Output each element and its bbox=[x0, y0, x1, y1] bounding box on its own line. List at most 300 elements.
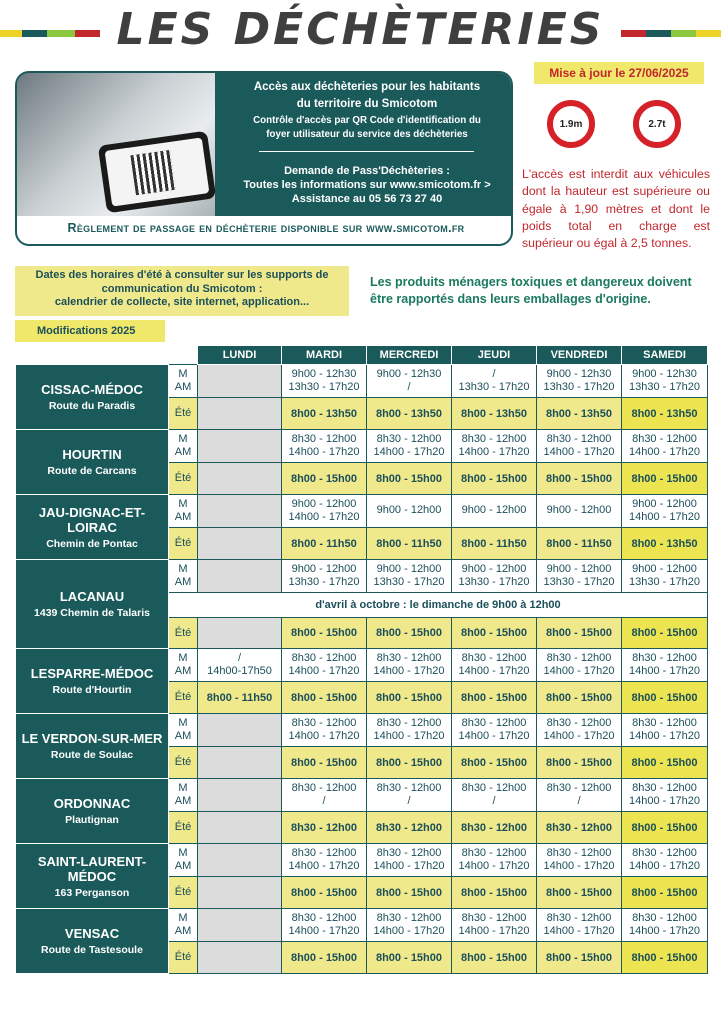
week-hours-cell bbox=[367, 844, 452, 877]
hours-morning: 9h00 - 12h00 bbox=[632, 497, 697, 510]
hours-afternoon: 13h30 - 17h20 bbox=[288, 381, 360, 393]
summer-hours-cell: 8h00 - 15h00 bbox=[622, 618, 708, 649]
hours-afternoon: 14h00 - 17h20 bbox=[373, 446, 445, 458]
site-cell bbox=[16, 779, 169, 844]
hours-afternoon: 14h00 - 17h20 bbox=[288, 446, 360, 458]
hours-morning: 8h30 - 12h00 bbox=[546, 651, 612, 664]
hours-morning: 8h30 - 12h00 bbox=[376, 651, 442, 664]
site-week-row bbox=[16, 844, 708, 877]
week-hours-cell bbox=[367, 560, 452, 593]
phone-screen bbox=[105, 137, 210, 206]
hours-morning: 8h30 - 12h00 bbox=[291, 911, 357, 924]
info-line-7: Assistance au 05 56 73 27 40 bbox=[291, 193, 443, 205]
hours-morning: 8h30 - 12h00 bbox=[632, 781, 697, 794]
period-label-summer: Été bbox=[169, 747, 198, 779]
summer-hours-cell: 8h00 - 15h00 bbox=[452, 942, 537, 974]
week-hours-cell bbox=[198, 779, 282, 812]
period-label-summer: Été bbox=[169, 528, 198, 560]
hours-morning: 9h00 - 12h00 bbox=[291, 497, 357, 510]
week-hours-cell bbox=[452, 844, 537, 877]
site-name: ORDONNAC bbox=[53, 796, 131, 811]
week-hours-cell bbox=[452, 714, 537, 747]
hours-morning: 8h30 - 12h00 bbox=[546, 432, 612, 445]
hours-afternoon: 14h00 - 17h20 bbox=[373, 730, 445, 742]
site-cell bbox=[16, 430, 169, 495]
week-hours-cell bbox=[367, 495, 452, 528]
hours-morning: / bbox=[237, 651, 242, 664]
summer-hours-cell: 8h00 - 15h00 bbox=[282, 942, 367, 974]
weight-limit-sign-icon bbox=[633, 100, 681, 148]
summer-hours-cell: 8h00 - 15h00 bbox=[367, 682, 452, 714]
info-line-4: foyer utilisateur du service des déchèteries bbox=[266, 129, 468, 140]
site-address: Route du Paradis bbox=[48, 400, 136, 412]
hours-afternoon: 13h30 - 17h20 bbox=[373, 576, 445, 588]
hours-morning: 8h30 - 12h00 bbox=[632, 432, 697, 445]
week-hours-cell bbox=[282, 909, 367, 942]
summer-hours-cell: 8h00 - 15h00 bbox=[622, 463, 708, 495]
label-am: AM bbox=[174, 665, 192, 677]
week-hours-cell bbox=[282, 495, 367, 528]
site-address: Plautignan bbox=[65, 814, 119, 826]
schedule-body bbox=[16, 365, 708, 974]
summer-hours-cell bbox=[198, 463, 282, 495]
hours-morning: 8h30 - 12h00 bbox=[376, 781, 442, 794]
weight-limit-value: 2.7t bbox=[648, 118, 666, 130]
week-hours-cell bbox=[622, 779, 708, 812]
summer-hours-cell: 8h00 - 15h00 bbox=[622, 877, 708, 909]
week-hours-cell bbox=[452, 909, 537, 942]
site-address: 163 Perganson bbox=[54, 886, 130, 899]
hours-morning: 8h30 - 12h00 bbox=[546, 716, 612, 729]
summer-note-line-1: Dates des horaires d'été à consulter sur les supports de bbox=[35, 269, 329, 281]
week-hours-cell bbox=[198, 560, 282, 593]
hours-morning: 9h00 - 12h30 bbox=[546, 367, 612, 380]
week-hours-cell bbox=[367, 649, 452, 682]
info-line-1: Accès aux déchèteries pour les habitants bbox=[253, 81, 481, 93]
hours-morning: 8h30 - 12h00 bbox=[291, 846, 357, 859]
hours-afternoon: 14h00 - 17h20 bbox=[288, 511, 360, 523]
summer-hours-cell bbox=[198, 398, 282, 430]
hours-afternoon: 14h00 - 17h20 bbox=[288, 665, 360, 677]
hours-afternoon: 14h00 - 17h20 bbox=[629, 730, 700, 742]
day-header-3: JEUDI bbox=[452, 346, 537, 365]
label-m: M bbox=[178, 717, 188, 729]
hours-morning: 8h30 - 12h00 bbox=[461, 781, 527, 794]
hours-morning: 8h30 - 12h00 bbox=[376, 432, 442, 445]
hours-afternoon: 14h00 - 17h20 bbox=[458, 446, 530, 458]
week-hours-cell bbox=[282, 714, 367, 747]
period-label-summer: Été bbox=[169, 463, 198, 495]
week-hours-cell bbox=[282, 365, 367, 398]
hours-morning: 9h00 - 12h00 bbox=[376, 562, 442, 575]
summer-hours-cell: 8h00 - 15h00 bbox=[282, 618, 367, 649]
period-label-week bbox=[169, 430, 198, 463]
summer-hours-cell: 8h00 - 15h00 bbox=[452, 877, 537, 909]
summer-hours-cell: 8h00 - 15h00 bbox=[367, 618, 452, 649]
summer-hours-cell: 8h30 - 12h00 bbox=[367, 812, 452, 844]
hours-afternoon: 14h00 - 17h20 bbox=[288, 730, 360, 742]
hours-afternoon: 14h00 - 17h20 bbox=[629, 511, 700, 523]
summer-hours-note bbox=[15, 266, 349, 316]
label-am: AM bbox=[174, 860, 192, 872]
hours-afternoon: / bbox=[407, 795, 411, 807]
hours-afternoon: 14h00 - 17h20 bbox=[543, 665, 615, 677]
site-address: Route d'Hourtin bbox=[52, 684, 132, 696]
hours-afternoon: 14h00 - 17h20 bbox=[543, 730, 615, 742]
info-line-6: Toutes les informations sur www.smicotom.fr > bbox=[243, 179, 491, 191]
week-hours-cell bbox=[537, 714, 622, 747]
site-address: 1439 Chemin de Talaris bbox=[34, 607, 150, 619]
week-hours-cell bbox=[622, 909, 708, 942]
hours-morning: 9h00 - 12h00 bbox=[461, 562, 527, 575]
week-hours-cell bbox=[282, 560, 367, 593]
hours-afternoon: 14h00 - 17h20 bbox=[629, 860, 700, 872]
summer-hours-cell: 8h00 - 13h50 bbox=[622, 528, 708, 560]
hours-morning: 9h00 - 12h00 bbox=[461, 504, 527, 517]
summer-hours-cell: 8h30 - 12h00 bbox=[452, 812, 537, 844]
week-hours-cell bbox=[622, 495, 708, 528]
summer-hours-cell: 8h00 - 15h00 bbox=[622, 942, 708, 974]
week-hours-cell bbox=[537, 430, 622, 463]
week-hours-cell bbox=[452, 430, 537, 463]
week-hours-cell bbox=[537, 365, 622, 398]
summer-hours-cell bbox=[198, 812, 282, 844]
toxic-products-note: Les produits ménagers toxiques et dangereux doivent être rapportés dans leurs emballages d'origine. bbox=[370, 275, 692, 306]
day-header-0: LUNDI bbox=[198, 346, 282, 365]
label-m: M bbox=[178, 433, 188, 445]
hours-afternoon: / bbox=[407, 381, 411, 393]
period-label-summer: Été bbox=[169, 618, 198, 649]
summer-note-line-3: calendrier de collecte, site internet, application... bbox=[54, 296, 310, 308]
summer-hours-cell bbox=[198, 618, 282, 649]
site-cell bbox=[16, 649, 169, 714]
summer-hours-cell: 8h30 - 12h00 bbox=[537, 812, 622, 844]
label-am: AM bbox=[174, 381, 192, 393]
site-week-row bbox=[16, 909, 708, 942]
hours-morning: 9h00 - 12h00 bbox=[291, 562, 357, 575]
hours-afternoon: / bbox=[577, 795, 581, 807]
hours-morning: 8h30 - 12h00 bbox=[376, 911, 442, 924]
hours-morning: 8h30 - 12h00 bbox=[291, 716, 357, 729]
week-hours-cell bbox=[367, 779, 452, 812]
hours-afternoon: 14h00 - 17h20 bbox=[458, 730, 530, 742]
week-hours-cell bbox=[537, 560, 622, 593]
qr-code-icon bbox=[130, 150, 175, 195]
hours-afternoon: 14h00 - 17h20 bbox=[543, 925, 615, 937]
week-hours-cell bbox=[198, 909, 282, 942]
period-label-week bbox=[169, 560, 198, 593]
week-hours-cell bbox=[622, 365, 708, 398]
site-name: SAINT-LAURENT-MÉDOC bbox=[37, 853, 147, 884]
hours-afternoon: 13h30 - 17h20 bbox=[629, 576, 700, 588]
hours-morning: 8h30 - 12h00 bbox=[461, 846, 527, 859]
hours-afternoon: 14h00-17h50 bbox=[207, 665, 272, 677]
hours-morning: 8h30 - 12h00 bbox=[632, 911, 697, 924]
label-am: AM bbox=[174, 511, 192, 523]
summer-hours-cell: 8h00 - 15h00 bbox=[452, 618, 537, 649]
site-week-row bbox=[16, 365, 708, 398]
week-hours-cell bbox=[198, 844, 282, 877]
week-hours-cell bbox=[537, 844, 622, 877]
site-name: LACANAU bbox=[59, 589, 125, 604]
summer-hours-cell: 8h00 - 11h50 bbox=[452, 528, 537, 560]
hours-afternoon: 14h00 - 17h20 bbox=[629, 925, 700, 937]
summer-hours-cell: 8h00 - 15h00 bbox=[452, 747, 537, 779]
week-hours-cell bbox=[198, 649, 282, 682]
site-week-row bbox=[16, 714, 708, 747]
phone-icon bbox=[98, 131, 216, 214]
hours-morning: 8h30 - 12h00 bbox=[461, 911, 527, 924]
hours-morning: 8h30 - 12h00 bbox=[291, 781, 357, 794]
hours-afternoon: 14h00 - 17h20 bbox=[288, 925, 360, 937]
hours-afternoon: 14h00 - 17h20 bbox=[373, 860, 445, 872]
hours-morning: 8h30 - 12h00 bbox=[376, 716, 442, 729]
hours-morning: 9h00 - 12h30 bbox=[376, 367, 442, 380]
hours-morning: 9h00 - 12h30 bbox=[291, 367, 357, 380]
week-hours-cell bbox=[367, 714, 452, 747]
label-am: AM bbox=[174, 576, 192, 588]
period-label-week bbox=[169, 844, 198, 877]
modifications-badge: Modifications 2025 bbox=[15, 320, 165, 342]
summer-hours-cell: 8h00 - 11h50 bbox=[537, 528, 622, 560]
week-hours-cell bbox=[537, 495, 622, 528]
info-divider bbox=[259, 151, 474, 152]
week-hours-cell bbox=[452, 779, 537, 812]
period-label-summer: Été bbox=[169, 942, 198, 974]
access-restriction-text: L'accès est interdit aux véhicules dont la hauteur est supérieure ou égale à 1,90 mètres et dont le poids total en charge est supérieur ou égal à 2,5 tonnes. bbox=[522, 167, 710, 251]
hours-afternoon: 14h00 - 17h20 bbox=[458, 925, 530, 937]
hours-morning: 8h30 - 12h00 bbox=[461, 432, 527, 445]
site-cell bbox=[16, 495, 169, 560]
label-m: M bbox=[178, 847, 188, 859]
week-hours-cell bbox=[367, 365, 452, 398]
week-hours-cell bbox=[198, 430, 282, 463]
site-week-row bbox=[16, 495, 708, 528]
period-label-summer: Été bbox=[169, 682, 198, 714]
site-week-row bbox=[16, 779, 708, 812]
week-hours-cell bbox=[198, 495, 282, 528]
week-hours-cell bbox=[198, 365, 282, 398]
week-hours-cell bbox=[537, 649, 622, 682]
info-line-2: du territoire du Smicotom bbox=[296, 98, 438, 110]
summer-note-line-2: communication du Smicotom : bbox=[101, 282, 263, 295]
site-week-row bbox=[16, 430, 708, 463]
hours-afternoon: 13h30 - 17h20 bbox=[629, 381, 700, 393]
site-address: Chemin de Pontac bbox=[46, 537, 138, 550]
week-hours-cell bbox=[282, 844, 367, 877]
info-line-3: Contrôle d'accès par QR Code d'identification du bbox=[253, 115, 481, 126]
update-date: Mise à jour le 27/06/2025 bbox=[534, 62, 704, 84]
rules-text: Règlement de passage en déchèterie disponible sur www.smicotom.fr bbox=[67, 221, 465, 235]
period-label-week bbox=[169, 779, 198, 812]
week-hours-cell bbox=[367, 909, 452, 942]
hours-afternoon: 14h00 - 17h20 bbox=[629, 665, 700, 677]
site-name: LESPARRE-MÉDOC bbox=[30, 666, 154, 681]
label-m: M bbox=[178, 368, 188, 380]
hours-afternoon: 14h00 - 17h20 bbox=[373, 925, 445, 937]
summer-hours-cell: 8h00 - 15h00 bbox=[282, 463, 367, 495]
summer-hours-cell: 8h00 - 15h00 bbox=[367, 463, 452, 495]
hours-afternoon: 14h00 - 17h20 bbox=[458, 860, 530, 872]
hours-afternoon: 14h00 - 17h20 bbox=[458, 665, 530, 677]
hours-morning: 9h00 - 12h00 bbox=[546, 504, 612, 517]
summer-hours-cell: 8h00 - 15h00 bbox=[537, 618, 622, 649]
week-hours-cell bbox=[367, 430, 452, 463]
summer-hours-cell: 8h00 - 15h00 bbox=[452, 463, 537, 495]
summer-hours-cell: 8h00 - 15h00 bbox=[282, 877, 367, 909]
label-am: AM bbox=[174, 795, 192, 807]
access-info-panel bbox=[17, 73, 513, 216]
site-cell bbox=[16, 714, 169, 779]
site-name: JAU-DIGNAC-ET-LOIRAC bbox=[38, 504, 146, 535]
hours-morning: 9h00 - 12h00 bbox=[376, 504, 442, 517]
period-label-week bbox=[169, 495, 198, 528]
site-cell bbox=[16, 365, 169, 430]
summer-hours-cell: 8h00 - 15h00 bbox=[452, 682, 537, 714]
site-name: VENSAC bbox=[64, 926, 120, 941]
hours-morning: 8h30 - 12h00 bbox=[291, 432, 357, 445]
summer-hours-cell: 8h00 - 15h00 bbox=[367, 942, 452, 974]
label-am: AM bbox=[174, 730, 192, 742]
week-hours-cell bbox=[282, 430, 367, 463]
summer-hours-cell: 8h00 - 13h50 bbox=[537, 398, 622, 430]
hours-afternoon: 13h30 - 17h20 bbox=[288, 576, 360, 588]
week-hours-cell bbox=[622, 649, 708, 682]
summer-hours-cell bbox=[198, 877, 282, 909]
summer-hours-cell: 8h00 - 15h00 bbox=[367, 877, 452, 909]
label-m: M bbox=[178, 782, 188, 794]
summer-hours-cell: 8h00 - 11h50 bbox=[198, 682, 282, 714]
site-week-row bbox=[16, 649, 708, 682]
period-label-summer: Été bbox=[169, 877, 198, 909]
week-hours-cell bbox=[452, 495, 537, 528]
hours-morning: 8h30 - 12h00 bbox=[546, 781, 612, 794]
label-m: M bbox=[178, 563, 188, 575]
week-hours-cell bbox=[537, 909, 622, 942]
height-limit-value: 1.9m bbox=[559, 118, 583, 130]
summer-hours-cell: 8h00 - 11h50 bbox=[367, 528, 452, 560]
hours-afternoon: 14h00 - 17h20 bbox=[373, 665, 445, 677]
lacanau-sunday-note: d'avril à octobre : le dimanche de 9h00 à 12h00 bbox=[169, 593, 708, 618]
hours-morning: 8h30 - 12h00 bbox=[632, 651, 697, 664]
period-label-summer: Été bbox=[169, 398, 198, 430]
summer-hours-cell: 8h00 - 15h00 bbox=[622, 747, 708, 779]
summer-hours-cell: 8h00 - 15h00 bbox=[622, 812, 708, 844]
label-m: M bbox=[178, 912, 188, 924]
site-name: CISSAC-MÉDOC bbox=[41, 382, 143, 397]
access-info-box bbox=[15, 71, 513, 246]
hours-afternoon: 13h30 - 17h20 bbox=[458, 576, 530, 588]
period-label-week bbox=[169, 649, 198, 682]
day-header-5: SAMEDI bbox=[622, 346, 708, 365]
hours-morning: 9h00 - 12h00 bbox=[546, 562, 612, 575]
day-header-2: MERCREDI bbox=[367, 346, 452, 365]
hours-morning: 8h30 - 12h00 bbox=[546, 846, 612, 859]
hours-morning: 8h30 - 12h00 bbox=[546, 911, 612, 924]
week-hours-cell bbox=[622, 844, 708, 877]
site-cell bbox=[16, 909, 169, 974]
site-name: LE VERDON-SUR-MER bbox=[21, 731, 163, 746]
hours-morning: 9h00 - 12h30 bbox=[632, 367, 697, 380]
hours-afternoon: / bbox=[492, 795, 496, 807]
summer-hours-cell: 8h00 - 15h00 bbox=[537, 747, 622, 779]
site-name: HOURTIN bbox=[62, 447, 122, 462]
hours-morning: 9h00 - 12h00 bbox=[632, 562, 697, 575]
schedule-table bbox=[15, 345, 708, 974]
hours-afternoon: 13h30 - 17h20 bbox=[543, 381, 615, 393]
week-hours-cell bbox=[622, 714, 708, 747]
summer-hours-cell: 8h00 - 15h00 bbox=[622, 682, 708, 714]
site-cell bbox=[16, 844, 169, 909]
site-week-row bbox=[16, 560, 708, 593]
day-header-4: VENDREDI bbox=[537, 346, 622, 365]
hours-afternoon: / bbox=[322, 795, 326, 807]
qr-phone-photo bbox=[17, 73, 215, 216]
summer-hours-cell: 8h00 - 13h50 bbox=[452, 398, 537, 430]
hours-morning: 8h30 - 12h00 bbox=[632, 846, 697, 859]
hours-afternoon: 14h00 - 17h20 bbox=[288, 860, 360, 872]
summer-hours-cell: 8h00 - 15h00 bbox=[367, 747, 452, 779]
week-hours-cell bbox=[198, 714, 282, 747]
period-label-week bbox=[169, 365, 198, 398]
label-am: AM bbox=[174, 925, 192, 937]
summer-hours-cell bbox=[198, 528, 282, 560]
day-header-row bbox=[16, 346, 708, 365]
hours-afternoon: 14h00 - 17h20 bbox=[629, 795, 700, 807]
hours-morning: / bbox=[492, 367, 496, 380]
hours-morning: 8h30 - 12h00 bbox=[376, 846, 442, 859]
hours-afternoon: 13h30 - 17h20 bbox=[458, 381, 530, 393]
day-header-1: MARDI bbox=[282, 346, 367, 365]
summer-hours-cell: 8h00 - 15h00 bbox=[537, 877, 622, 909]
week-hours-cell bbox=[622, 560, 708, 593]
info-line-5: Demande de Pass'Déchèteries : bbox=[284, 165, 450, 177]
summer-hours-cell bbox=[198, 747, 282, 779]
week-hours-cell bbox=[452, 649, 537, 682]
hours-morning: 8h30 - 12h00 bbox=[632, 716, 697, 729]
height-limit-sign-icon bbox=[547, 100, 595, 148]
site-address: Route de Soulac bbox=[50, 749, 134, 761]
summer-hours-cell: 8h00 - 15h00 bbox=[537, 942, 622, 974]
period-label-week bbox=[169, 909, 198, 942]
site-address: Route de Tastesoule bbox=[41, 944, 143, 956]
label-m: M bbox=[178, 498, 188, 510]
hours-morning: 8h30 - 12h00 bbox=[461, 651, 527, 664]
week-hours-cell bbox=[282, 779, 367, 812]
week-hours-cell bbox=[452, 560, 537, 593]
summer-hours-cell: 8h00 - 13h50 bbox=[367, 398, 452, 430]
hours-afternoon: 14h00 - 17h20 bbox=[629, 446, 700, 458]
summer-hours-cell: 8h00 - 15h00 bbox=[282, 747, 367, 779]
period-label-summer: Été bbox=[169, 812, 198, 844]
summer-hours-cell: 8h00 - 15h00 bbox=[537, 463, 622, 495]
hours-afternoon: 14h00 - 17h20 bbox=[543, 446, 615, 458]
week-hours-cell bbox=[537, 779, 622, 812]
hours-afternoon: 14h00 - 17h20 bbox=[543, 860, 615, 872]
page-title: LES DÉCHÈTERIES bbox=[116, 4, 605, 55]
site-cell bbox=[16, 560, 169, 649]
summer-hours-cell: 8h00 - 13h50 bbox=[282, 398, 367, 430]
period-label-week bbox=[169, 714, 198, 747]
hours-morning: 8h30 - 12h00 bbox=[461, 716, 527, 729]
summer-hours-cell: 8h00 - 13h50 bbox=[622, 398, 708, 430]
rules-link[interactable] bbox=[17, 221, 513, 235]
week-hours-cell bbox=[622, 430, 708, 463]
summer-hours-cell: 8h00 - 15h00 bbox=[537, 682, 622, 714]
summer-hours-cell bbox=[198, 942, 282, 974]
site-address: Route de Carcans bbox=[47, 465, 137, 477]
hours-afternoon: 13h30 - 17h20 bbox=[543, 576, 615, 588]
